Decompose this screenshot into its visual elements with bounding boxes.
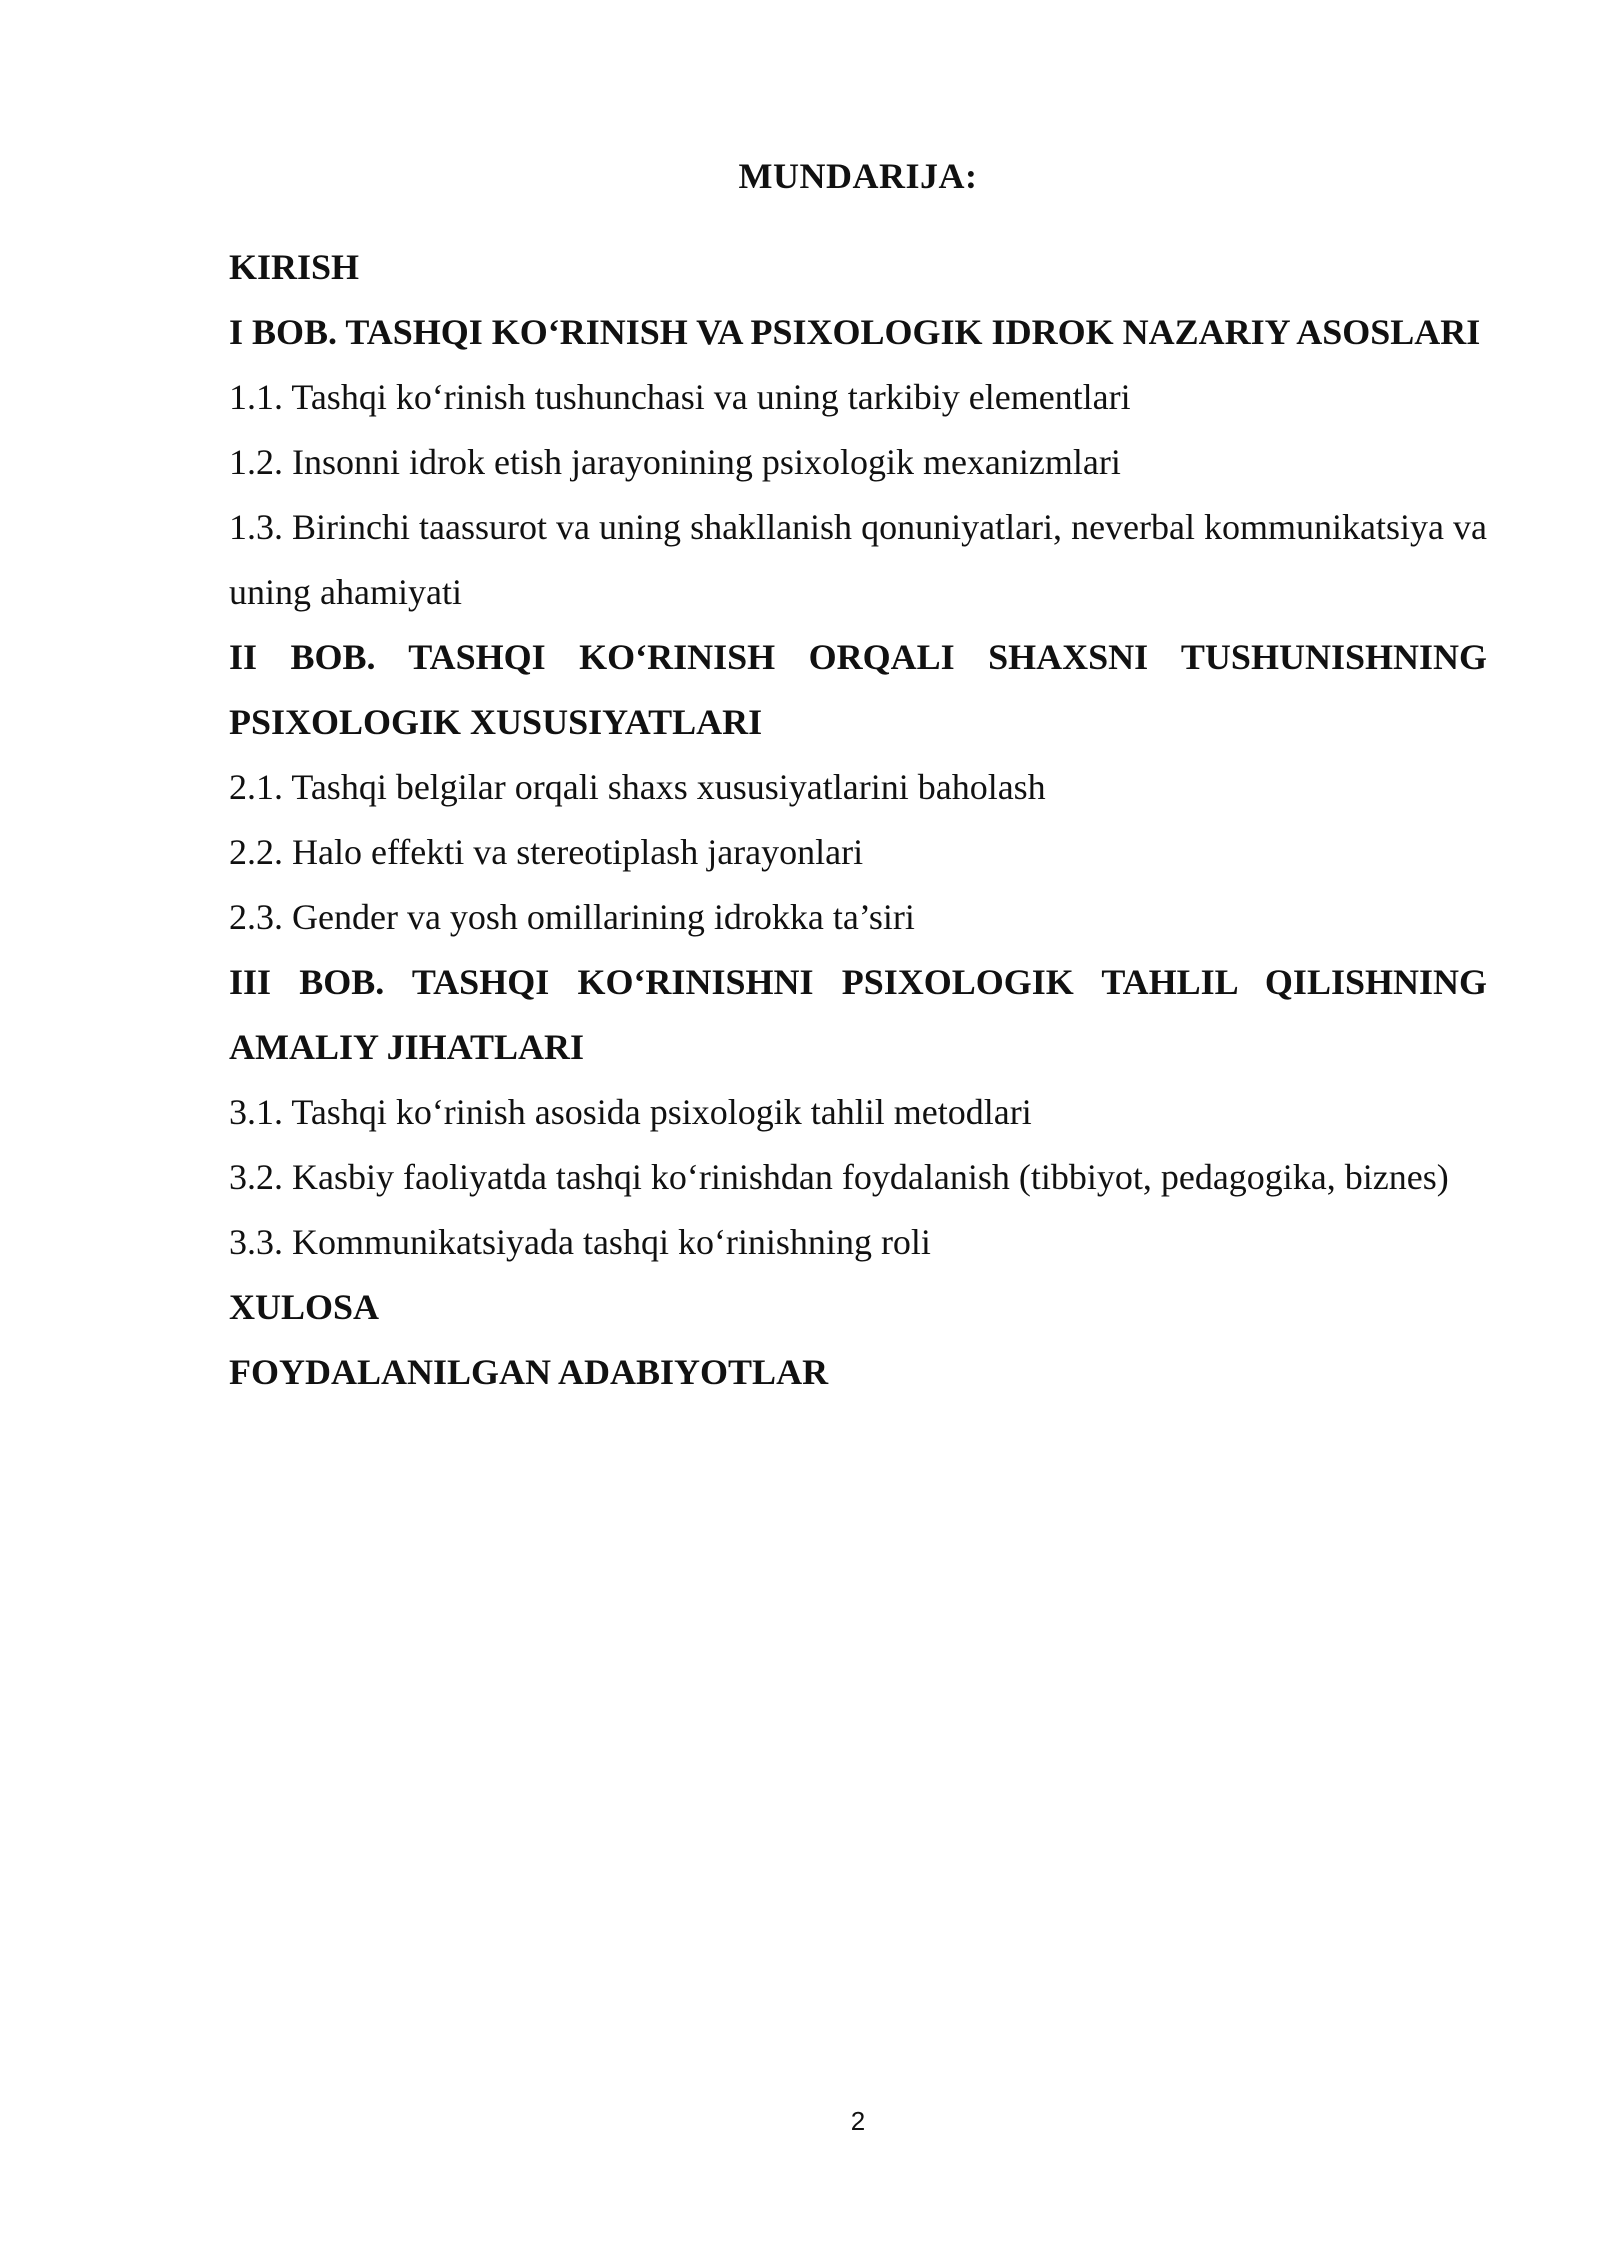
toc-item: 2.1. Tashqi belgilar orqali shaxs xususiyatlarini baholash	[229, 767, 1046, 807]
toc-item: II BOB. TASHQI KO‘RINISH ORQALI SHAXSNI TUSHUNISHNING PSIXOLOGIK XUSUSIYATLARI	[229, 637, 1487, 742]
page-title: MUNDARIJA:	[738, 156, 978, 196]
toc-item: 2.2. Halo effekti va stereotiplash jarayonlari	[229, 832, 864, 872]
table-of-contents	[229, 235, 1487, 1405]
toc-item: 2.3. Gender va yosh omillarining idrokka ta’siri	[229, 897, 915, 937]
toc-item: XULOSA	[229, 1287, 380, 1327]
toc-item: 1.2. Insonni idrok etish jarayonining psixologik mexanizmlari	[229, 442, 1121, 482]
page-number: 2	[850, 2106, 866, 2136]
toc-item: 1.1. Tashqi ko‘rinish tushunchasi va uning tarkibiy elementlari	[229, 377, 1131, 417]
toc-item: FOYDALANILGAN ADABIYOTLAR	[229, 1352, 829, 1392]
toc-item: I BOB. TASHQI KO‘RINISH VA PSIXOLOGIK IDROK NAZARIY ASOSLARI	[229, 312, 1481, 352]
toc-item: 3.2. Kasbiy faoliyatda tashqi ko‘rinishdan foydalanish (tibbiyot, pedagogika, biznes)	[229, 1157, 1449, 1197]
toc-item: 1.3. Birinchi taassurot va uning shakllanish qonuniyatlari, neverbal kommunikatsiya va uning ahamiyati	[229, 507, 1487, 612]
toc-item: KIRISH	[229, 247, 360, 287]
toc-item: 3.1. Tashqi ko‘rinish asosida psixologik tahlil metodlari	[229, 1092, 1032, 1132]
toc-item: III BOB. TASHQI KO‘RINISHNI PSIXOLOGIK TAHLIL QILISHNING AMALIY JIHATLARI	[229, 962, 1487, 1067]
toc-item: 3.3. Kommunikatsiyada tashqi ko‘rinishning roli	[229, 1222, 931, 1262]
